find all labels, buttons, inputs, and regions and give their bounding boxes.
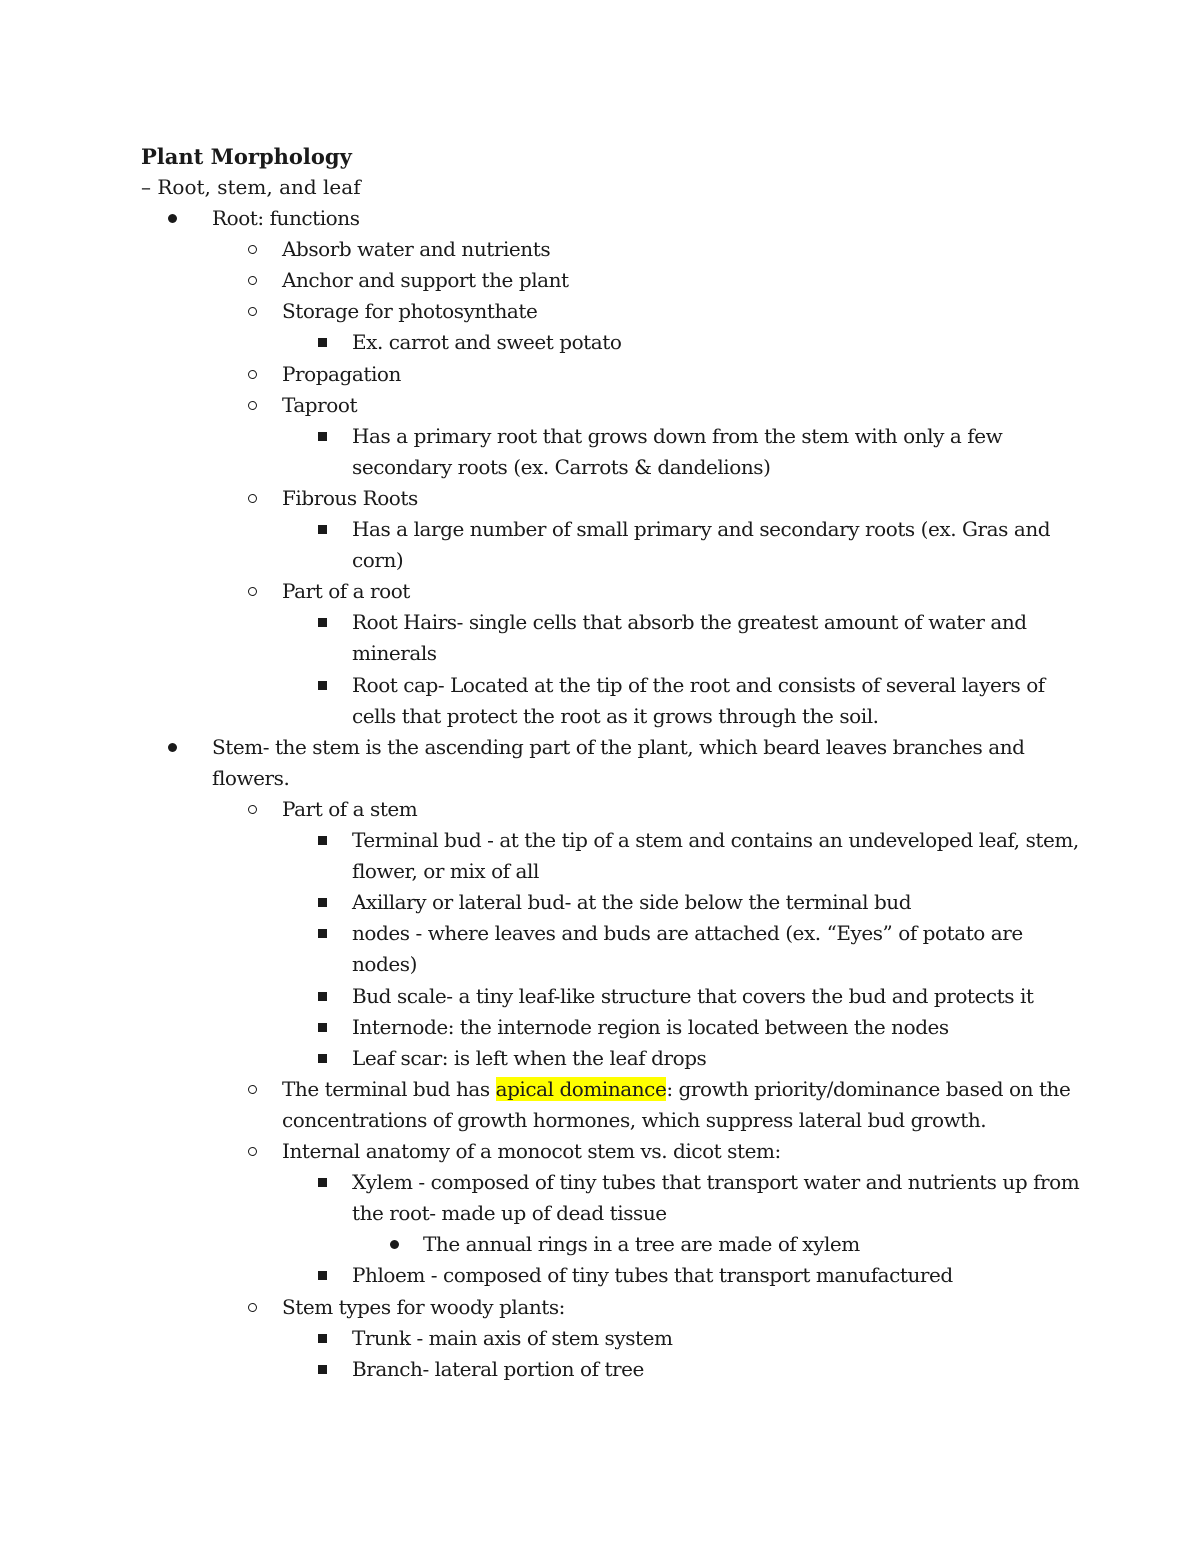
outline-item: Part of a root [282,579,410,604]
bullet-square-icon [318,1054,327,1063]
bullet-circle-icon [248,1147,257,1156]
outline-line-continuation: secondary roots (ex. Carrots & dandelions) [352,454,771,479]
bullet-square-icon [318,432,327,441]
bullet-square-icon [318,1271,327,1280]
bullet-circle-icon [248,370,257,379]
outline-text: The terminal bud has [282,1076,496,1101]
outline-item [282,1074,1070,1105]
outline-item: Ex. carrot and sweet potato [352,330,622,355]
outline-item: Fibrous Roots [282,485,418,510]
outline-item: Part of a stem [282,796,418,821]
outline-item: Stem types for woody plants: [282,1294,565,1319]
bullet-circle-icon [248,245,257,254]
outline-item: Internal anatomy of a monocot stem vs. dicot stem: [282,1139,781,1163]
bullet-square-icon [318,898,327,907]
outline-item: Terminal bud - at the tip of a stem and contains an undeveloped leaf, stem, [352,828,1079,852]
document-title: Plant Morphology [141,144,352,169]
bullet-circle-icon [248,401,257,410]
outline-line-continuation: cells that protect the root as it grows through the soil. [352,703,879,728]
outline-item: Anchor and support the plant [282,268,569,293]
document-subtitle: – Root, stem, and leaf [141,175,361,199]
outline-line-continuation: minerals [352,641,437,666]
bullet-circle-icon [248,494,257,503]
bullet-square-icon [318,618,327,627]
outline-item: Root Hairs- single cells that absorb the greatest amount of water and [352,610,1027,635]
bullet-disc-icon [168,743,177,752]
highlighted-term: apical dominance [495,1076,667,1101]
outline-item: nodes - where leaves and buds are attached (ex. “Eyes” of potato are [352,921,1023,946]
bullet-circle-icon [248,1085,257,1094]
bullet-square-icon [318,836,327,845]
outline-item: Leaf scar: is left when the leaf drops [352,1045,707,1070]
bullet-circle-icon [248,805,257,814]
outline-text: : growth priority/dominance based on the [666,1076,1071,1101]
outline-line-continuation: corn) [352,548,404,573]
bullet-square-icon [318,1023,327,1032]
bullet-square-icon [318,929,327,938]
bullet-circle-icon [248,276,257,285]
bullet-disc-icon [168,214,177,223]
outline-item: Internode: the internode region is located between the nodes [352,1014,949,1039]
bullet-circle-icon [248,587,257,596]
bullet-square-icon [318,681,327,690]
outline-item: Trunk - main axis of stem system [352,1325,673,1350]
outline-item: Taproot [282,392,358,417]
outline-line-continuation: the root- made up of dead tissue [352,1201,667,1226]
outline-item: The annual rings in a tree are made of xylem [423,1232,860,1257]
outline-item: Propagation [282,361,401,386]
outline-item: Phloem - composed of tiny tubes that transport manufactured [352,1263,953,1288]
bullet-disc-icon [390,1240,399,1249]
outline-item: Axillary or lateral bud- at the side below the terminal bud [352,890,912,915]
outline-line-continuation: concentrations of growth hormones, which suppress lateral bud growth. [282,1107,987,1132]
outline-item: Absorb water and nutrients [282,237,551,262]
outline-item: Storage for photosynthate [282,299,538,324]
bullet-square-icon [318,1365,327,1374]
outline-item: Root cap- Located at the tip of the root and consists of several layers of [352,672,1045,697]
outline-item: Has a large number of small primary and secondary roots (ex. Gras and [352,517,1051,541]
bullet-square-icon [318,338,327,347]
outline-line-continuation: flowers. [212,765,290,790]
outline-item: Stem- the stem is the ascending part of the plant, which beard leaves branches and [212,734,1025,759]
outline-line-continuation: flower, or mix of all [352,859,539,884]
bullet-circle-icon [248,1303,257,1312]
outline-item: Branch- lateral portion of tree [352,1356,644,1381]
bullet-square-icon [318,992,327,1001]
bullet-square-icon [318,1178,327,1187]
outline-item: Root: functions [212,206,360,230]
bullet-square-icon [318,1334,327,1343]
outline-line-continuation: nodes) [352,952,417,977]
outline-item: Xylem - composed of tiny tubes that transport water and nutrients up from [352,1170,1080,1195]
bullet-circle-icon [248,307,257,316]
bullet-square-icon [318,525,327,534]
outline-item: Has a primary root that grows down from the stem with only a few [352,423,1003,448]
outline-item: Bud scale- a tiny leaf-like structure that covers the bud and protects it [352,983,1034,1008]
